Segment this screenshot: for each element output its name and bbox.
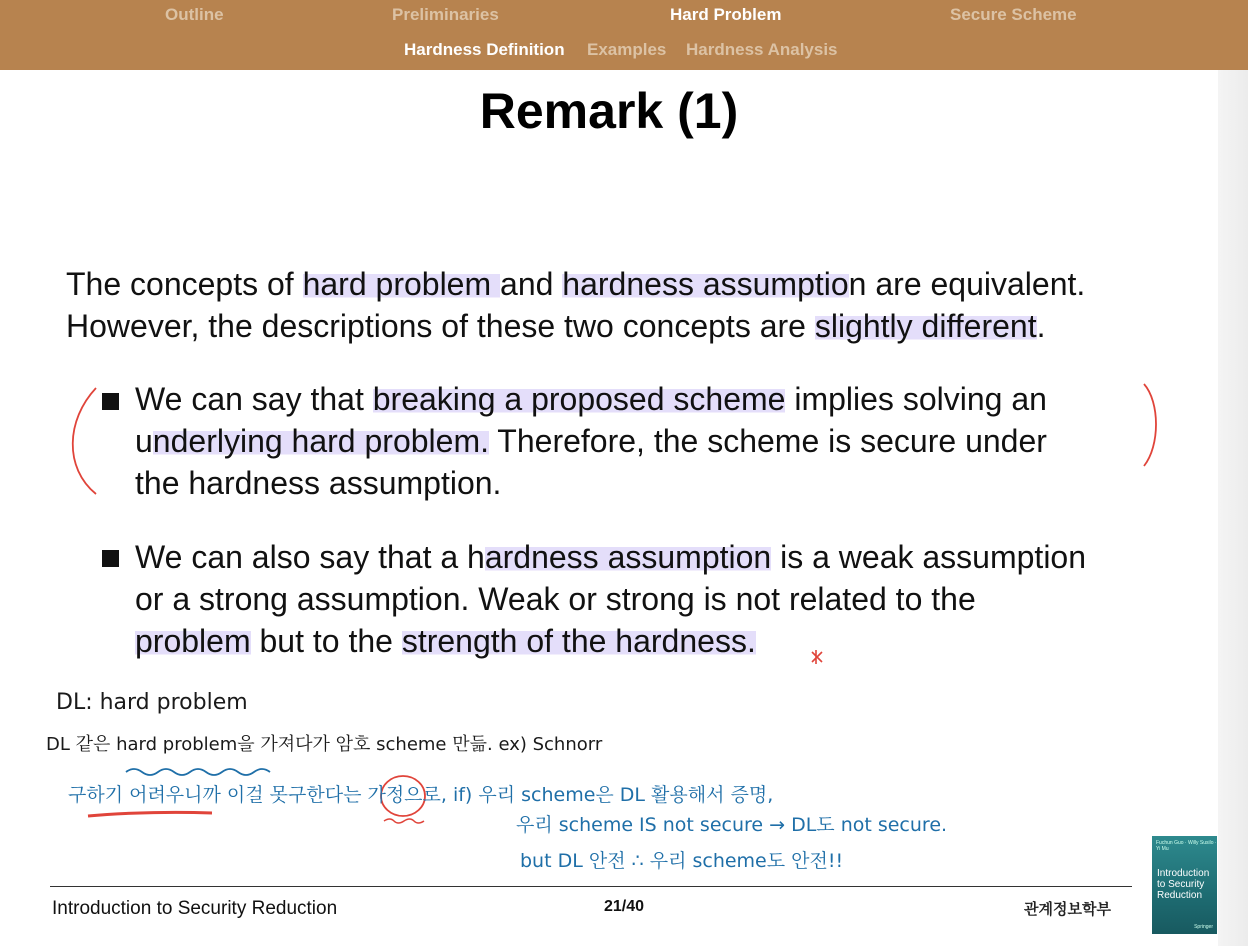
highlight-problem: problem <box>135 623 251 659</box>
footer-divider <box>50 886 1132 887</box>
intro-text: However, the descriptions of these two concepts are <box>66 308 815 344</box>
highlight-strength-of-hardness: strength of the hardness. <box>401 623 756 659</box>
nav-subsection-hardness-analysis[interactable]: Hardness Analysis <box>686 40 838 59</box>
nav-section-secure-scheme[interactable]: Secure Scheme <box>950 5 1077 24</box>
intro-text: . <box>1036 308 1046 344</box>
handwritten-note-line1: DL: hard problem <box>56 690 248 715</box>
lab-logo-text: 관계정보학부 <box>1024 900 1111 918</box>
highlight-underlying-hard-problem: nderlying hard problem. <box>152 423 489 459</box>
nav-section-preliminaries[interactable]: Preliminaries <box>392 5 499 24</box>
handwritten-note-line3: 구하기 어려우니까 이걸 못구한다는 가정으로, if) 우리 scheme은 DL 활용해서 증명, <box>68 784 774 806</box>
red-mark-icon <box>812 650 822 664</box>
book-cover-thumbnail <box>1152 836 1217 934</box>
handwritten-note-line4: 우리 scheme IS not secure → DL도 not secure. <box>516 814 948 836</box>
nav-section-hard-problem[interactable]: Hard Problem <box>670 5 782 24</box>
bullet-text: u <box>135 423 153 459</box>
nav-section-outline[interactable]: Outline <box>165 5 224 24</box>
book-publisher: Springer <box>1194 924 1213 930</box>
slide-title: Remark (1) <box>479 83 739 139</box>
blue-squiggle-underline <box>126 769 270 775</box>
bullet-text: but to the <box>250 623 402 659</box>
highlight-slightly-different: slightly different <box>814 308 1037 344</box>
page-number: 21/40 <box>604 898 645 915</box>
bullet-text: Therefore, the scheme is secure under <box>488 423 1047 459</box>
nav-subsection-examples[interactable]: Examples <box>587 40 667 59</box>
intro-text: The concepts of <box>66 266 303 302</box>
bullet-text: implies solving an <box>785 381 1047 417</box>
book-title: Introduction to Security Reduction <box>1157 868 1210 901</box>
bullet-text: the hardness assumption. <box>135 465 502 501</box>
red-underline <box>88 812 212 816</box>
book-authors: Fuchun Guo · Willy Susilo · Yi Mu <box>1156 840 1217 852</box>
highlight-hardness-assumption-2: ardness assumption <box>484 539 772 575</box>
bullet-text: We can also say that a h <box>135 539 485 575</box>
nav-subsection-hardness-definition[interactable]: Hardness Definition <box>404 40 565 59</box>
handwritten-note-line5: but DL 안전 ∴ 우리 scheme도 안전!! <box>520 850 844 872</box>
bullet-text: or a strong assumption. Weak or strong is not related to the <box>135 581 976 617</box>
bullet-text: is a weak assumption <box>771 539 1087 575</box>
red-bracket-left <box>73 388 96 494</box>
highlight-breaking-scheme: breaking a proposed scheme <box>372 381 786 417</box>
highlight-hardness-assumption: hardness assumptio <box>562 266 849 302</box>
footer-title: Introduction to Security Reduction <box>52 898 338 919</box>
highlight-hard-problem: hard problem <box>302 266 501 302</box>
red-squiggle <box>384 819 424 823</box>
intro-text: n are equivalent. <box>848 266 1086 302</box>
red-bracket-right <box>1144 384 1156 466</box>
right-gutter <box>1218 0 1248 946</box>
bullet-text: We can say that <box>135 381 373 417</box>
handwritten-note-line2: DL 같은 hard problem을 가져다가 암호 scheme 만듦. ex) Schnorr <box>46 734 603 755</box>
intro-text: and <box>500 266 563 302</box>
